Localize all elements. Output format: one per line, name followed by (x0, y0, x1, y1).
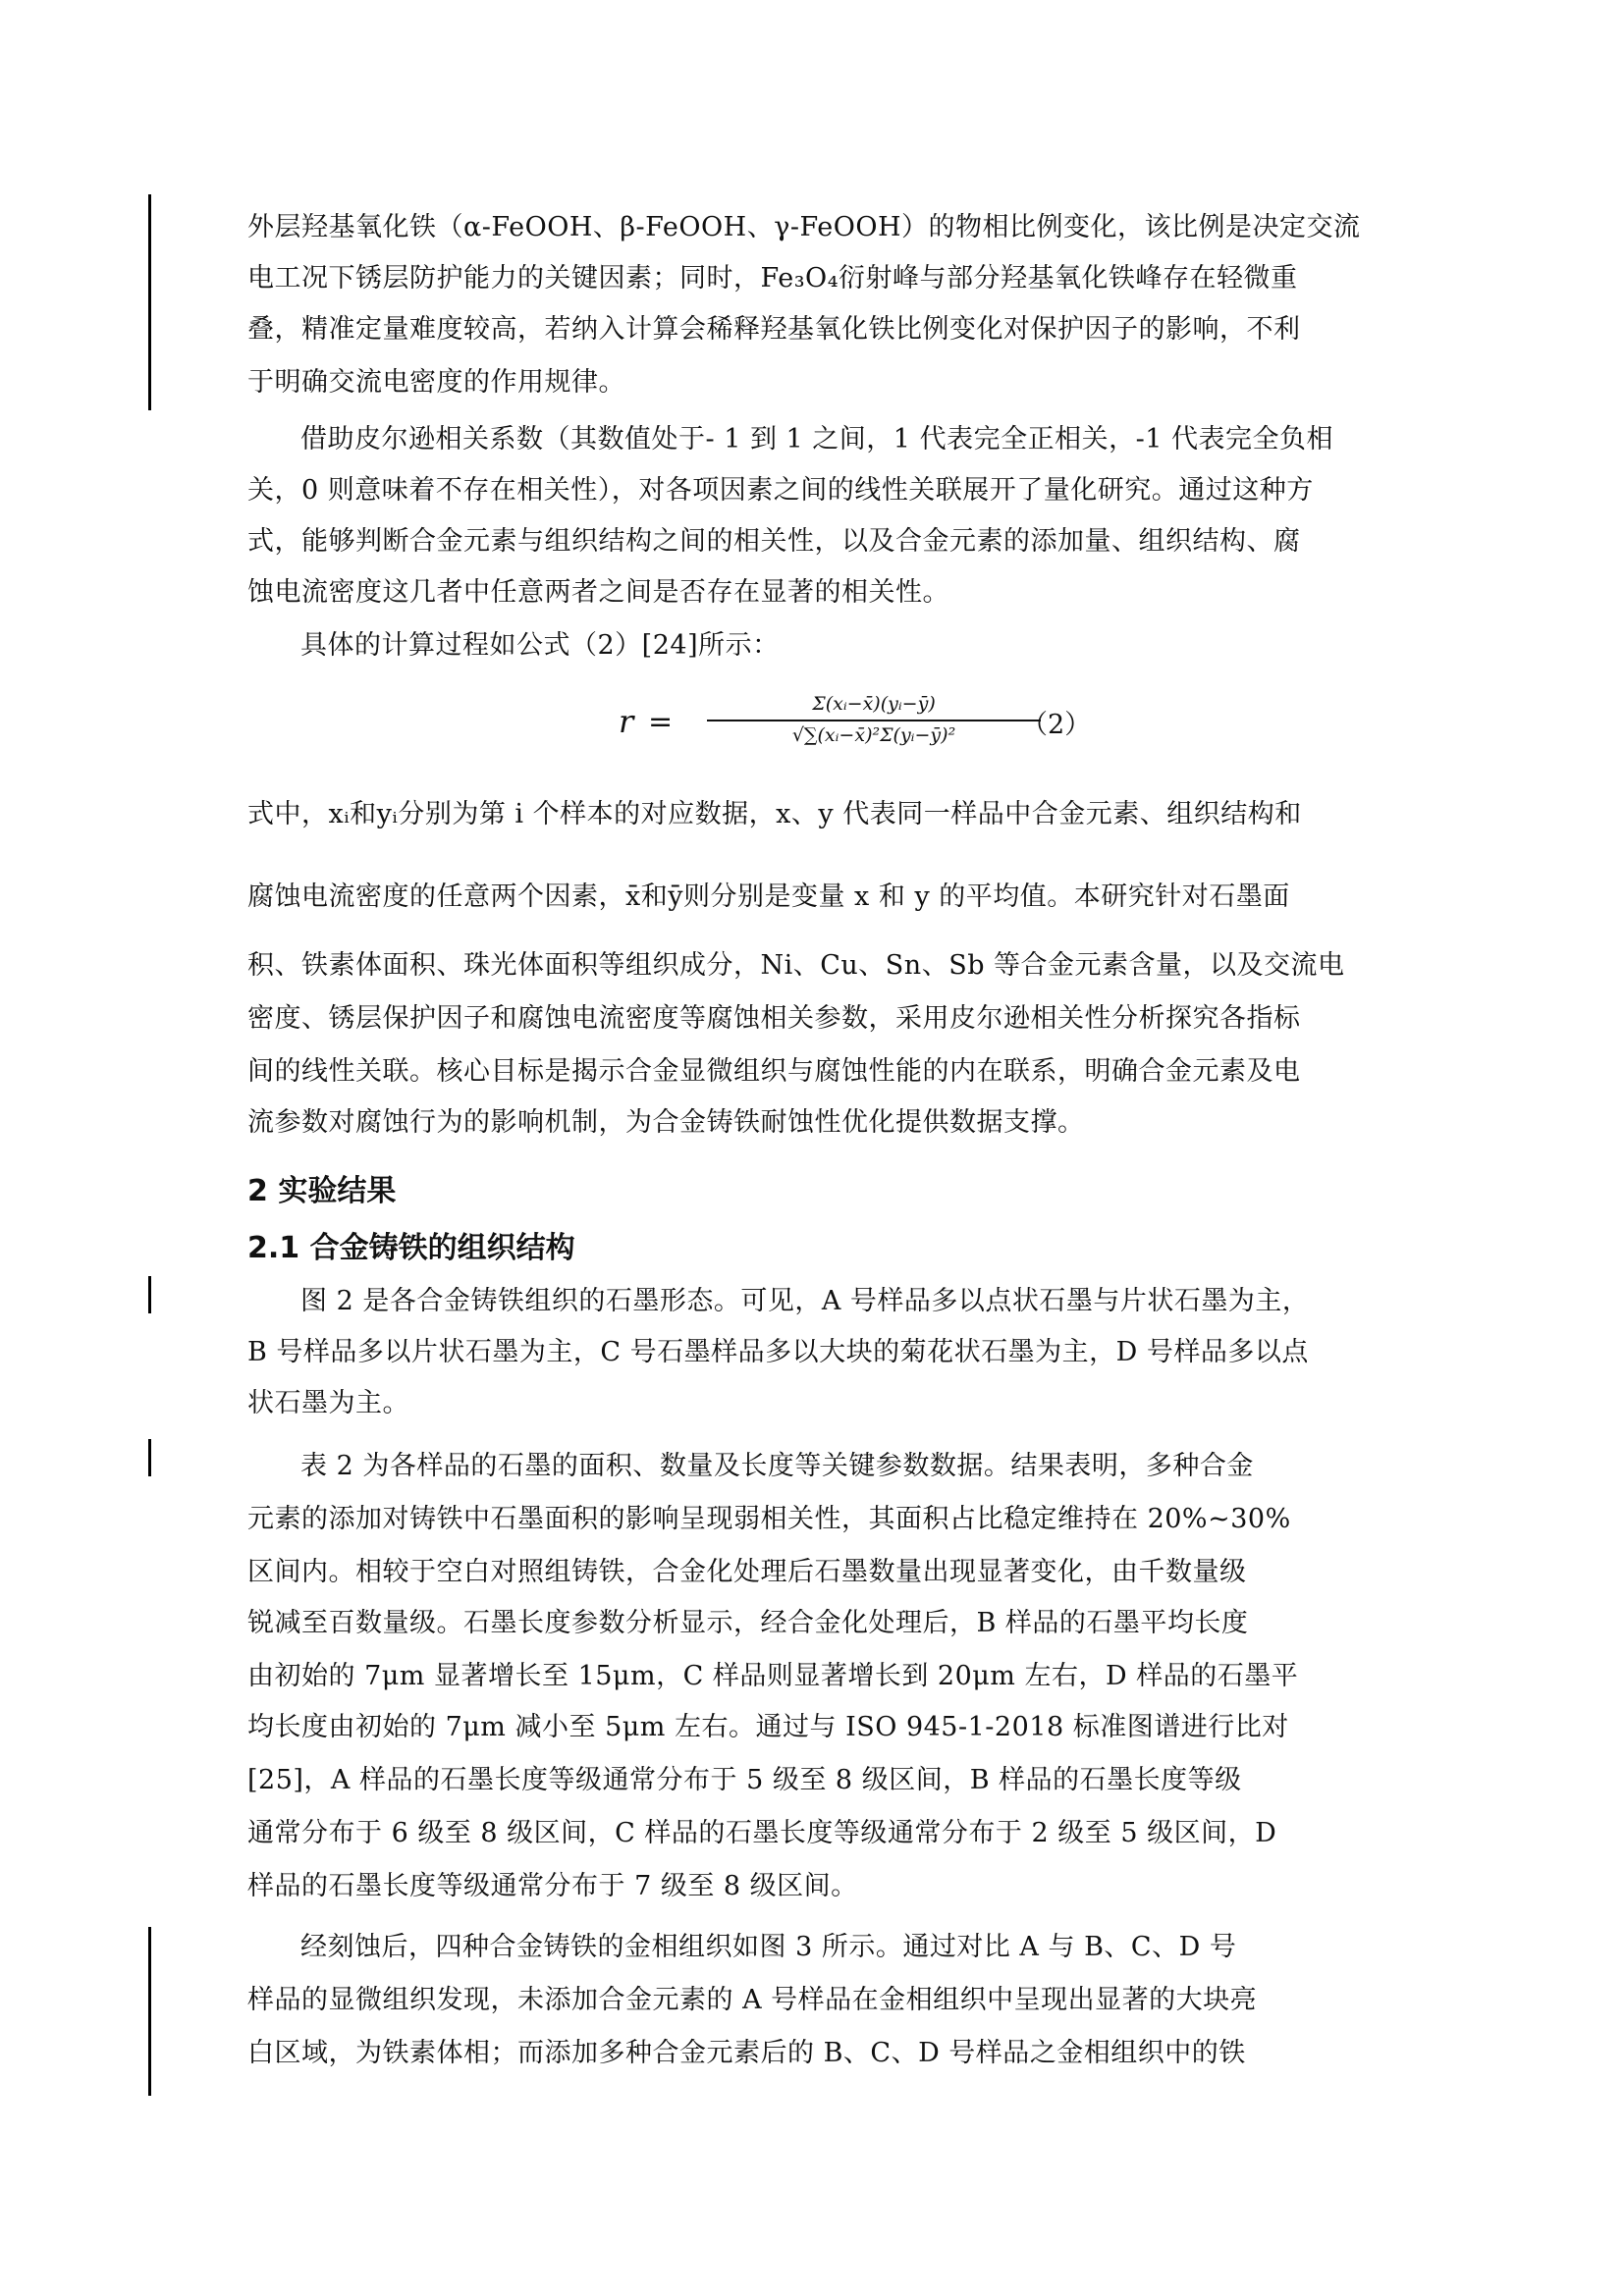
text-line: 借助皮尔逊相关系数（其数值处于- 1 到 1 之间，1 代表完全正相关，-1 代表完全负相 (300, 424, 1333, 454)
text-line: 样品的石墨长度等级通常分布于 7 级至 8 级区间。 (247, 1871, 858, 1901)
text-line: 锐减至百数量级。石墨长度参数分析显示，经合金化处理后，B 样品的石墨平均长度 (247, 1608, 1249, 1638)
text-line: 白区域，为铁素体相；而添加多种合金元素后的 B、C、D 号样品之金相组织中的铁 (247, 2038, 1246, 2068)
text-line: 样品的显微组织发现，未添加合金元素的 A 号样品在金相组织中呈现出显著的大块亮 (247, 1985, 1258, 2015)
text-line: 具体的计算过程如公式（2）[24]所示： (300, 630, 780, 661)
equation-number: （2） (1021, 710, 1092, 740)
text-line: 流参数对腐蚀行为的影响机制，为合金铸铁耐蚀性优化提供数据支撑。 (247, 1107, 1085, 1138)
text-line: 表 2 为各样品的石墨的面积、数量及长度等关键参数数据。结果表明，多种合金 (300, 1451, 1254, 1481)
text-line: 电工况下锈层防护能力的关键因素；同时，Fe₃O₄衍射峰与部分羟基氧化铁峰存在轻微重 (247, 263, 1298, 294)
change-bar (148, 194, 151, 410)
text-line: 元素的添加对铸铁中石墨面积的影响呈现弱相关性，其面积占比稳定维持在 20%~30% (247, 1504, 1291, 1534)
formula-denominator: √∑(xᵢ−x̄)²Σ(yᵢ−ȳ)² (791, 724, 956, 746)
text-line: 腐蚀电流密度的任意两个因素，x̄和ȳ则分别是变量 x 和 y 的平均值。本研究针对石墨面 (247, 881, 1290, 912)
text-line: 图 2 是各合金铸铁组织的石墨形态。可见，A 号样品多以点状石墨与片状石墨为主， (300, 1286, 1310, 1316)
text-line: B 号样品多以片状石墨为主，C 号石墨样品多以大块的菊花状石墨为主，D 号样品多以点 (247, 1337, 1309, 1367)
text-line: 均长度由初始的 7μm 减小至 5μm 左右。通过与 ISO 945-1-2018 标准图谱进行比对 (247, 1712, 1289, 1742)
text-line: 状石墨为主。 (247, 1388, 409, 1418)
formula-numerator: Σ(xᵢ−x̄)(yᵢ−ȳ) (812, 693, 936, 715)
text-line: 积、铁素体面积、珠光体面积等组织成分，Ni、Cu、Sn、Sb 等合金元素含量，以及交流电 (247, 950, 1345, 981)
section-heading: 2 实验结果 (247, 1174, 397, 1208)
text-line: 外层羟基氧化铁（α-FeOOH、β-FeOOH、γ-FeOOH）的物相比例变化，该比例是决定交流 (247, 212, 1361, 242)
text-line: 叠，精准定量难度较高，若纳入计算会稀释羟基氧化铁比例变化对保护因子的影响，不利 (247, 314, 1301, 345)
text-line: 经刻蚀后，四种合金铸铁的金相组织如图 3 所示。通过对比 A 与 B、C、D 号 (300, 1932, 1237, 1962)
text-line: 于明确交流电密度的作用规律。 (247, 367, 625, 398)
text-line: 式，能够判断合金元素与组织结构之间的相关性，以及合金元素的添加量、组织结构、腐 (247, 526, 1301, 557)
change-bar (148, 1927, 151, 2096)
text-line: [25]，A 样品的石墨长度等级通常分布于 5 级至 8 级区间，B 样品的石墨长度等级 (247, 1765, 1242, 1795)
text-line: 蚀电流密度这几者中任意两者之间是否存在显著的相关性。 (247, 577, 949, 608)
text-line: 区间内。相较于空白对照组铸铁，合金化处理后石墨数量出现显著变化，由千数量级 (247, 1557, 1247, 1587)
text-line: 通常分布于 6 级至 8 级区间，C 样品的石墨长度等级通常分布于 2 级至 5 级区间，D (247, 1818, 1277, 1848)
text-line: 式中，xᵢ和yᵢ分别为第 i 个样本的对应数据，x、y 代表同一样品中合金元素、组织结构和 (247, 799, 1302, 829)
formula-equals: = (648, 705, 674, 739)
formula-lhs: r (619, 703, 634, 740)
fraction-bar (707, 720, 1041, 721)
text-line: 间的线性关联。核心目标是揭示合金显微组织与腐蚀性能的内在联系，明确合金元素及电 (247, 1056, 1301, 1087)
text-line: 由初始的 7μm 显著增长至 15μm，C 样品则显著增长到 20μm 左右，D 样品的石墨平 (247, 1661, 1299, 1691)
text-line: 密度、锈层保护因子和腐蚀电流密度等腐蚀相关参数，采用皮尔逊相关性分析探究各指标 (247, 1003, 1301, 1034)
subsection-heading: 2.1 合金铸铁的组织结构 (247, 1231, 575, 1265)
change-bar (148, 1439, 151, 1476)
text-line: 关，0 则意味着不存在相关性），对各项因素之间的线性关联展开了量化研究。通过这种方 (247, 475, 1314, 506)
change-bar (148, 1276, 151, 1313)
pearson-formula (609, 693, 1041, 762)
